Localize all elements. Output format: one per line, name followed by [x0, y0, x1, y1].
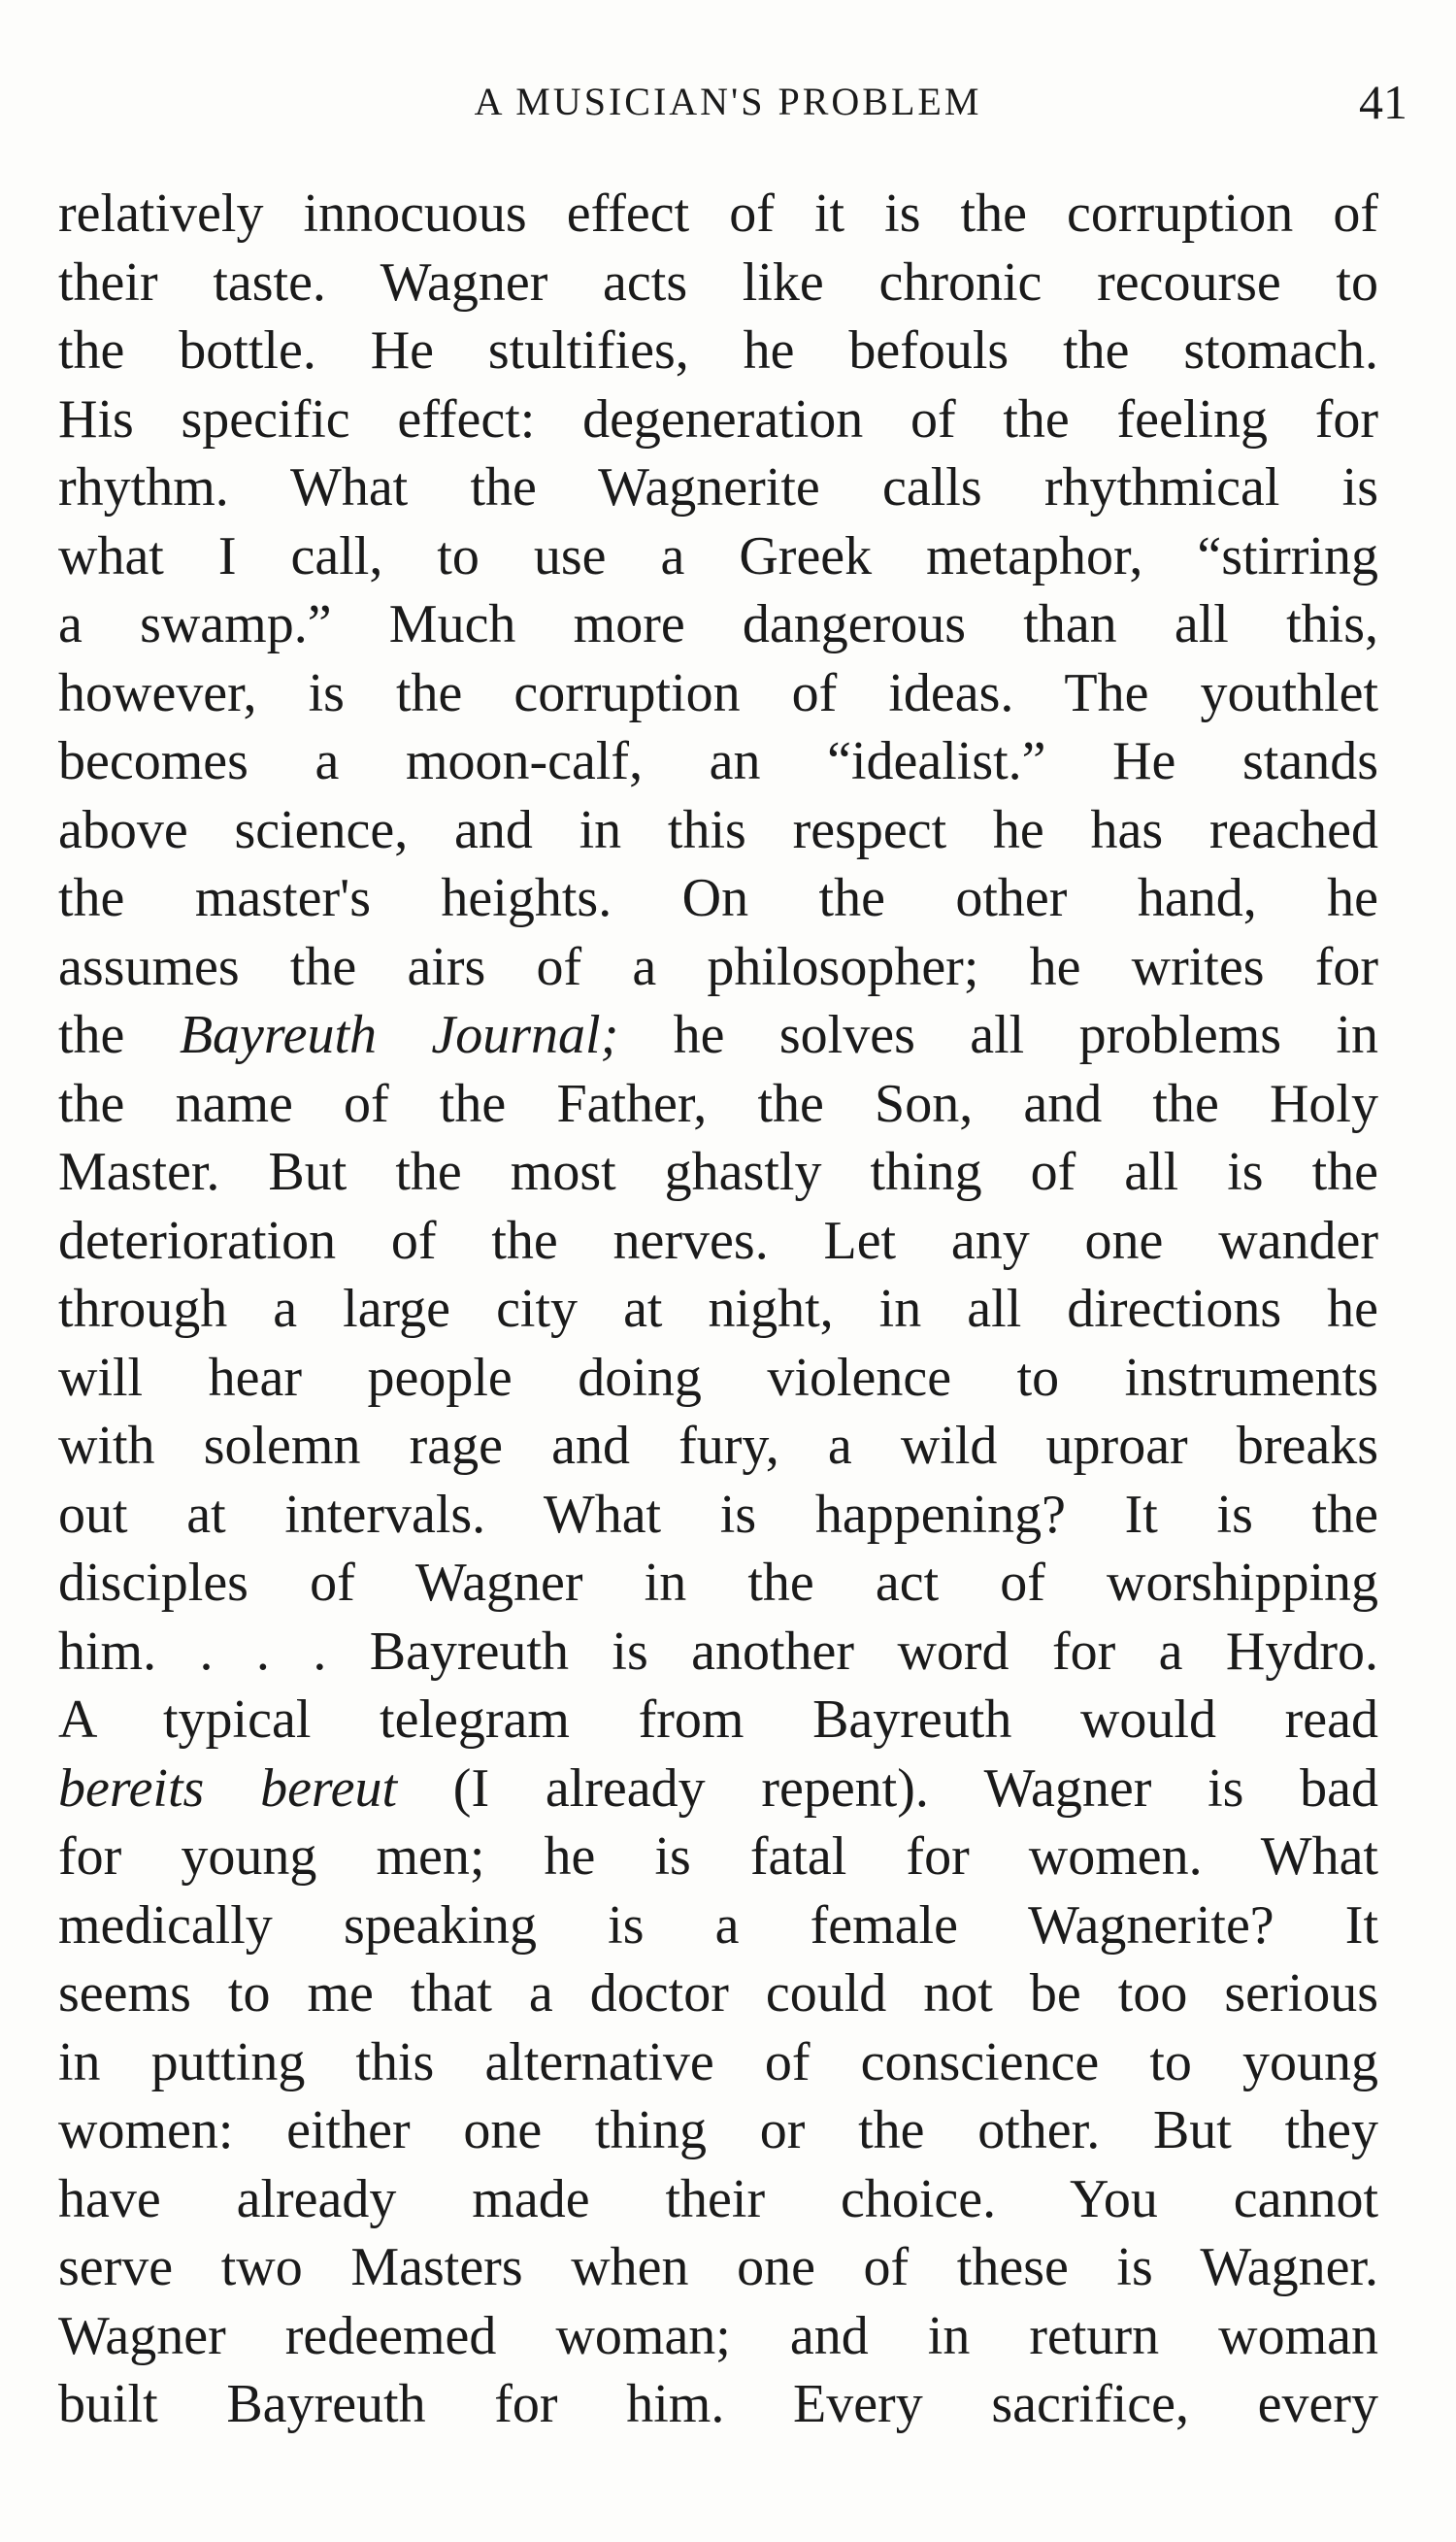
- running-title: A MUSICIAN'S PROBLEM: [474, 80, 982, 123]
- text-line: for young men; he is fatal for women. What: [58, 1826, 1378, 1887]
- text-line: their taste. Wagner acts like chronic recourse to: [58, 251, 1378, 313]
- text-line: above science, and in this respect he has reached: [58, 799, 1378, 860]
- text-line: medically speaking is a female Wagnerite? It: [58, 1894, 1378, 1956]
- text-line: deterioration of the nerves. Let any one wander: [58, 1210, 1378, 1271]
- text-line: bereits bereut (I already repent). Wagner is bad: [58, 1757, 1378, 1819]
- text-line: him. . . . Bayreuth is another word for a Hydro.: [58, 1621, 1378, 1682]
- text-line: A typical telegram from Bayreuth would read: [58, 1689, 1378, 1750]
- text-line: disciples of Wagner in the act of worshipping: [58, 1553, 1378, 1613]
- text-line: the master's heights. On the other hand, he: [58, 868, 1378, 928]
- text-line: with solemn rage and fury, a wild uproar breaks: [58, 1416, 1378, 1476]
- text-line: the Bayreuth Journal; he solves all problems in: [58, 1005, 1378, 1065]
- text-line: rhythm. What the Wagnerite calls rhythmical is: [58, 457, 1378, 518]
- text-line: built Bayreuth for him. Every sacrifice, every: [58, 2374, 1378, 2434]
- text-line: will hear people doing violence to instruments: [58, 1347, 1378, 1408]
- text-line: becomes a moon-calf, an “idealist.” He stands: [58, 731, 1378, 791]
- text-line: a swamp.” Much more dangerous than all this,: [58, 594, 1378, 654]
- text-line: Master. But the most ghastly thing of all is the: [58, 1142, 1378, 1202]
- text-line: serve two Masters when one of these is Wagner.: [58, 2237, 1378, 2297]
- page-number: 41: [1359, 75, 1407, 129]
- body-text: [58, 180, 1378, 2439]
- text-line: in putting this alternative of conscience to young: [58, 2031, 1378, 2092]
- text-line: relatively innocuous effect of it is the corruption of: [58, 184, 1378, 244]
- italic-phrase: Bayreuth Journal;: [179, 1005, 619, 1065]
- text-line: what I call, to use a Greek metaphor, “stirring: [58, 525, 1378, 586]
- text-line: however, is the corruption of ideas. The youthlet: [58, 662, 1378, 723]
- text-line: Wagner redeemed woman; and in return woman: [58, 2305, 1378, 2366]
- text-line: seems to me that a doctor could not be too serious: [58, 1963, 1378, 2024]
- text-line: women: either one thing or the other. But they: [58, 2100, 1378, 2160]
- text-line: the name of the Father, the Son, and the Holy: [58, 1073, 1378, 1134]
- running-head: [0, 68, 1456, 136]
- text-line: His specific effect: degeneration of the feeling for: [58, 388, 1378, 450]
- text-line: assumes the airs of a philosopher; he writes for: [58, 936, 1378, 997]
- text-line: have already made their choice. You cannot: [58, 2168, 1378, 2229]
- text-line: out at intervals. What is happening? It is the: [58, 1484, 1378, 1545]
- text-line: the bottle. He stultifies, he befouls the stomach.: [58, 320, 1378, 381]
- italic-phrase: bereits bereut: [58, 1757, 398, 1819]
- text-line: through a large city at night, in all directions he: [58, 1279, 1378, 1339]
